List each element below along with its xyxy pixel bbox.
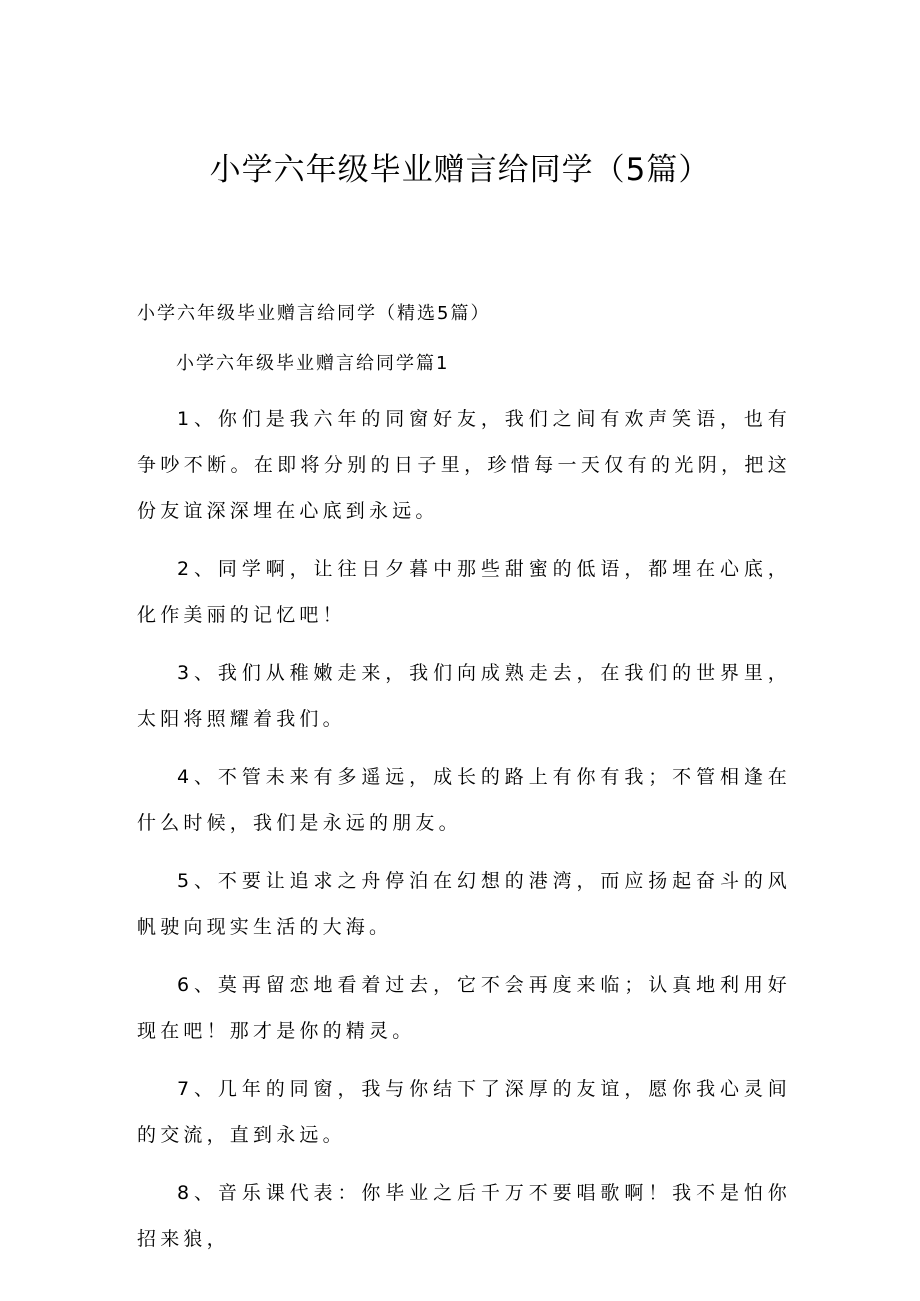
body-text [137,396,791,1274]
paragraph-6: 6、莫再留恋地看着过去，它不会再度来临；认真地利用好现在吧！那才是你的精灵。 [137,974,791,1042]
paragraph-3: 3、我们从稚嫩走来，我们向成熟走去，在我们的世界里，太阳将照耀着我们。 [137,662,791,730]
paragraph-2: 2、同学啊，让往日夕暮中那些甜蜜的低语，都埋在心底，化作美丽的记忆吧！ [137,558,791,626]
paragraph-1: 1、你们是我六年的同窗好友，我们之间有欢声笑语，也有争吵不断。在即将分别的日子里，珍惜每一天仅有的光阴，把这份友谊深深埋在心底到永远。 [137,408,791,522]
section-heading: 小学六年级毕业赠言给同学篇1 [176,353,450,374]
paragraph-4: 4、不管未来有多遥远，成长的路上有你有我；不管相逢在什么时候，我们是永远的朋友。 [137,766,791,834]
document-subtitle: 小学六年级毕业赠言给同学（精选5篇） [137,303,491,324]
paragraph-5: 5、不要让追求之舟停泊在幻想的港湾，而应扬起奋斗的风帆驶向现实生活的大海。 [137,870,791,938]
document-title: 小学六年级毕业赠言给同学（5篇） [209,152,711,188]
paragraph-7: 7、几年的同窗，我与你结下了深厚的友谊，愿你我心灵间的交流，直到永远。 [137,1078,791,1146]
paragraph-8: 8、音乐课代表：你毕业之后千万不要唱歌啊！我不是怕你招来狼， [137,1182,791,1250]
